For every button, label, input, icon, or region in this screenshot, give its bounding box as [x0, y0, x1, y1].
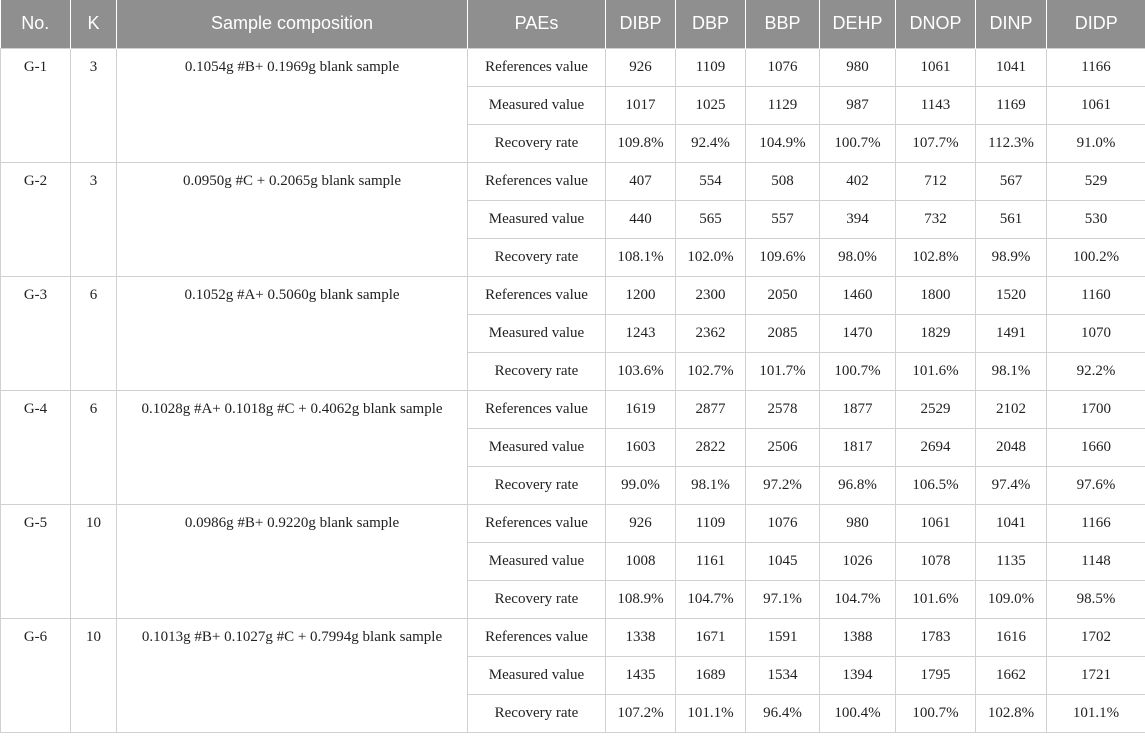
value-cell: 1109: [676, 48, 746, 86]
value-cell: 98.5%: [1047, 580, 1145, 618]
table-row: [1, 618, 1145, 656]
value-cell: 1026: [820, 542, 896, 580]
value-cell: 1470: [820, 314, 896, 352]
table-row: [1, 48, 1145, 86]
group-number-cell: G-3: [1, 276, 71, 390]
group-number-cell: G-2: [1, 162, 71, 276]
value-cell: 97.4%: [976, 466, 1047, 504]
value-cell: 1700: [1047, 390, 1145, 428]
value-cell: 1061: [896, 48, 976, 86]
value-cell: 99.0%: [606, 466, 676, 504]
value-cell: 926: [606, 504, 676, 542]
value-cell: 1200: [606, 276, 676, 314]
pae-row-label: Measured value: [468, 314, 606, 352]
value-cell: 103.6%: [606, 352, 676, 390]
group-number-cell: G-4: [1, 390, 71, 504]
value-cell: 1166: [1047, 48, 1145, 86]
value-cell: 440: [606, 200, 676, 238]
value-cell: 1135: [976, 542, 1047, 580]
value-cell: 98.0%: [820, 238, 896, 276]
value-cell: 97.2%: [746, 466, 820, 504]
value-cell: 1041: [976, 48, 1047, 86]
column-header: DIBP: [606, 0, 676, 48]
sample-composition-cell: 0.0950g #C + 0.2065g blank sample: [117, 162, 468, 276]
column-header: DBP: [676, 0, 746, 48]
value-cell: 98.1%: [676, 466, 746, 504]
value-cell: 102.0%: [676, 238, 746, 276]
column-header: BBP: [746, 0, 820, 48]
column-header: DINP: [976, 0, 1047, 48]
column-header: DNOP: [896, 0, 976, 48]
pae-row-label: References value: [468, 618, 606, 656]
value-cell: 98.1%: [976, 352, 1047, 390]
value-cell: 1829: [896, 314, 976, 352]
value-cell: 407: [606, 162, 676, 200]
value-cell: 1338: [606, 618, 676, 656]
value-cell: 102.7%: [676, 352, 746, 390]
value-cell: 104.7%: [676, 580, 746, 618]
pae-row-label: Measured value: [468, 200, 606, 238]
value-cell: 1435: [606, 656, 676, 694]
value-cell: 394: [820, 200, 896, 238]
pae-row-label: Measured value: [468, 656, 606, 694]
value-cell: 1800: [896, 276, 976, 314]
pae-row-label: References value: [468, 48, 606, 86]
value-cell: 530: [1047, 200, 1145, 238]
value-cell: 91.0%: [1047, 124, 1145, 162]
value-cell: 1129: [746, 86, 820, 124]
value-cell: 1660: [1047, 428, 1145, 466]
table-row: [1, 162, 1145, 200]
value-cell: 2050: [746, 276, 820, 314]
value-cell: 1616: [976, 618, 1047, 656]
value-cell: 508: [746, 162, 820, 200]
value-cell: 1783: [896, 618, 976, 656]
value-cell: 1534: [746, 656, 820, 694]
value-cell: 109.0%: [976, 580, 1047, 618]
group-number-cell: G-6: [1, 618, 71, 732]
value-cell: 732: [896, 200, 976, 238]
value-cell: 1817: [820, 428, 896, 466]
value-cell: 102.8%: [896, 238, 976, 276]
pae-row-label: Measured value: [468, 542, 606, 580]
value-cell: 108.9%: [606, 580, 676, 618]
value-cell: 109.8%: [606, 124, 676, 162]
value-cell: 104.9%: [746, 124, 820, 162]
value-cell: 109.6%: [746, 238, 820, 276]
column-header: DIDP: [1047, 0, 1145, 48]
value-cell: 1520: [976, 276, 1047, 314]
value-cell: 106.5%: [896, 466, 976, 504]
group-number-cell: G-1: [1, 48, 71, 162]
pae-row-label: Measured value: [468, 86, 606, 124]
value-cell: 104.7%: [820, 580, 896, 618]
column-header: K: [71, 0, 117, 48]
value-cell: 98.9%: [976, 238, 1047, 276]
table-row: [1, 504, 1145, 542]
column-header: Sample composition: [117, 0, 468, 48]
table-row: [1, 276, 1145, 314]
value-cell: 100.7%: [820, 124, 896, 162]
pae-row-label: Recovery rate: [468, 694, 606, 732]
value-cell: 554: [676, 162, 746, 200]
value-cell: 100.4%: [820, 694, 896, 732]
k-value-cell: 3: [71, 48, 117, 162]
value-cell: 557: [746, 200, 820, 238]
value-cell: 1070: [1047, 314, 1145, 352]
value-cell: 2877: [676, 390, 746, 428]
value-cell: 1662: [976, 656, 1047, 694]
value-cell: 1045: [746, 542, 820, 580]
pae-row-label: References value: [468, 504, 606, 542]
column-header: DEHP: [820, 0, 896, 48]
value-cell: 97.6%: [1047, 466, 1145, 504]
header-row: [1, 0, 1145, 48]
pae-row-label: Measured value: [468, 428, 606, 466]
value-cell: 1078: [896, 542, 976, 580]
value-cell: 1017: [606, 86, 676, 124]
value-cell: 2506: [746, 428, 820, 466]
pae-row-label: Recovery rate: [468, 124, 606, 162]
value-cell: 107.2%: [606, 694, 676, 732]
pae-row-label: References value: [468, 162, 606, 200]
value-cell: 96.8%: [820, 466, 896, 504]
value-cell: 2085: [746, 314, 820, 352]
value-cell: 980: [820, 48, 896, 86]
table-row: [1, 390, 1145, 428]
value-cell: 101.1%: [1047, 694, 1145, 732]
value-cell: 100.2%: [1047, 238, 1145, 276]
value-cell: 1721: [1047, 656, 1145, 694]
pae-row-label: Recovery rate: [468, 238, 606, 276]
value-cell: 1795: [896, 656, 976, 694]
value-cell: 565: [676, 200, 746, 238]
value-cell: 2300: [676, 276, 746, 314]
value-cell: 1076: [746, 504, 820, 542]
value-cell: 1025: [676, 86, 746, 124]
value-cell: 987: [820, 86, 896, 124]
value-cell: 1388: [820, 618, 896, 656]
value-cell: 92.4%: [676, 124, 746, 162]
value-cell: 1877: [820, 390, 896, 428]
value-cell: 102.8%: [976, 694, 1047, 732]
value-cell: 2694: [896, 428, 976, 466]
value-cell: 2102: [976, 390, 1047, 428]
value-cell: 1243: [606, 314, 676, 352]
value-cell: 1619: [606, 390, 676, 428]
value-cell: 529: [1047, 162, 1145, 200]
k-value-cell: 3: [71, 162, 117, 276]
value-cell: 1671: [676, 618, 746, 656]
k-value-cell: 10: [71, 618, 117, 732]
value-cell: 1603: [606, 428, 676, 466]
sample-composition-cell: 0.0986g #B+ 0.9220g blank sample: [117, 504, 468, 618]
value-cell: 2362: [676, 314, 746, 352]
value-cell: 1076: [746, 48, 820, 86]
pae-row-label: References value: [468, 276, 606, 314]
k-value-cell: 6: [71, 276, 117, 390]
sample-composition-cell: 0.1054g #B+ 0.1969g blank sample: [117, 48, 468, 162]
value-cell: 101.6%: [896, 352, 976, 390]
value-cell: 1689: [676, 656, 746, 694]
value-cell: 1491: [976, 314, 1047, 352]
value-cell: 1591: [746, 618, 820, 656]
value-cell: 2578: [746, 390, 820, 428]
table-body: [1, 48, 1145, 732]
value-cell: 101.7%: [746, 352, 820, 390]
value-cell: 1148: [1047, 542, 1145, 580]
value-cell: 1460: [820, 276, 896, 314]
value-cell: 1061: [896, 504, 976, 542]
pae-row-label: Recovery rate: [468, 580, 606, 618]
value-cell: 1160: [1047, 276, 1145, 314]
value-cell: 112.3%: [976, 124, 1047, 162]
sample-composition-cell: 0.1028g #A+ 0.1018g #C + 0.4062g blank sample: [117, 390, 468, 504]
value-cell: 402: [820, 162, 896, 200]
value-cell: 96.4%: [746, 694, 820, 732]
value-cell: 2822: [676, 428, 746, 466]
value-cell: 1008: [606, 542, 676, 580]
value-cell: 1702: [1047, 618, 1145, 656]
pae-row-label: Recovery rate: [468, 352, 606, 390]
value-cell: 1161: [676, 542, 746, 580]
value-cell: 97.1%: [746, 580, 820, 618]
value-cell: 1041: [976, 504, 1047, 542]
k-value-cell: 10: [71, 504, 117, 618]
value-cell: 1061: [1047, 86, 1145, 124]
sample-composition-cell: 0.1013g #B+ 0.1027g #C + 0.7994g blank sample: [117, 618, 468, 732]
value-cell: 1394: [820, 656, 896, 694]
value-cell: 92.2%: [1047, 352, 1145, 390]
value-cell: 101.1%: [676, 694, 746, 732]
value-cell: 980: [820, 504, 896, 542]
pae-row-label: References value: [468, 390, 606, 428]
value-cell: 100.7%: [896, 694, 976, 732]
value-cell: 2048: [976, 428, 1047, 466]
table-header: [1, 0, 1145, 48]
value-cell: 100.7%: [820, 352, 896, 390]
sample-composition-cell: 0.1052g #A+ 0.5060g blank sample: [117, 276, 468, 390]
value-cell: 567: [976, 162, 1047, 200]
group-number-cell: G-5: [1, 504, 71, 618]
value-cell: 1169: [976, 86, 1047, 124]
value-cell: 561: [976, 200, 1047, 238]
value-cell: 1109: [676, 504, 746, 542]
value-cell: 2529: [896, 390, 976, 428]
pae-row-label: Recovery rate: [468, 466, 606, 504]
value-cell: 101.6%: [896, 580, 976, 618]
value-cell: 108.1%: [606, 238, 676, 276]
value-cell: 107.7%: [896, 124, 976, 162]
column-header: PAEs: [468, 0, 606, 48]
k-value-cell: 6: [71, 390, 117, 504]
value-cell: 1143: [896, 86, 976, 124]
value-cell: 712: [896, 162, 976, 200]
value-cell: 926: [606, 48, 676, 86]
column-header: No.: [1, 0, 71, 48]
value-cell: 1166: [1047, 504, 1145, 542]
